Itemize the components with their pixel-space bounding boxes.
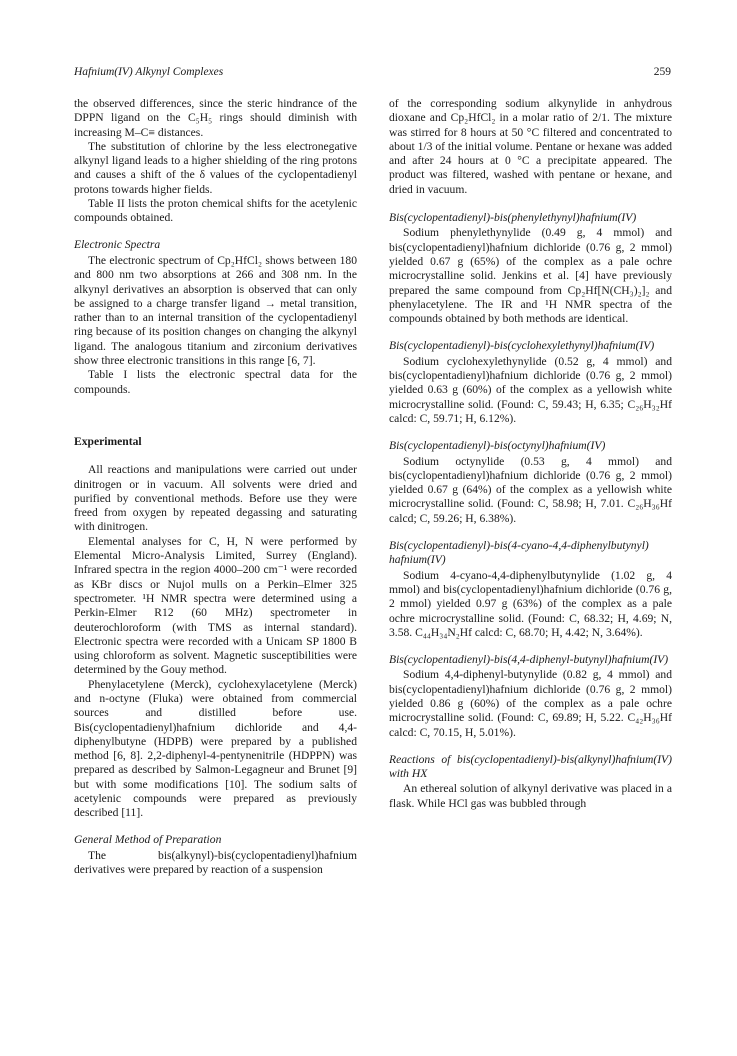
paragraph: The bis(alkynyl)-bis(cyclopentadienyl)hafnium derivatives were prepared by reaction of a suspension (74, 848, 357, 877)
paragraph: Sodium octynylide (0.53 g, 4 mmol) and bis(cyclopentadienyl)hafnium dichloride (0.76 g, 2 mmol) yielded 0.67 g (64%) of the complex as a yellowish white microcrystalline solid. (Found: C, 58.98; H, 7.01. C₂₆H₃₆Hf calcd; C, 59.26; H, 6.38%). (389, 454, 672, 525)
compound-heading: Bis(cyclopentadienyl)-bis(4-cyano-4,4-diphenylbutynyl) hafnium(IV) (389, 539, 649, 567)
paragraph: Sodium cyclohexylethynylide (0.52 g, 4 mmol) and bis(cyclopentadienyl)hafnium dichloride (0.76 g, 2 mmol) yielded 0.63 g (60%) of the complex as a yellowish white microcrystalline solid. (Found: C, 59.43; H, 6.35; C₂₆H₃₂Hf calcd: C, 59.71; H, 6.12%). (389, 354, 672, 425)
page-number: 259 (653, 66, 671, 78)
paragraph: Sodium 4,4-diphenyl-butynylide (0.82 g, 4 mmol) and bis(cyclopentadienyl)hafnium dichloride (0.76 g, 2 mmol) yielded 0.86 g (60%) of the complex as a pale ochre microcrystalline solid. (Found: C, 69.89; H, 5.22. C₄₂H₃₆Hf calcd: C, 70.15, H, 5.01%). (389, 668, 672, 739)
left-column (74, 97, 357, 878)
section-heading-experimental: Experimental (74, 434, 142, 448)
section-heading-general-method: General Method of Preparation (74, 832, 222, 846)
section-heading-electronic-spectra: Electronic Spectra (74, 237, 161, 251)
paragraph: The electronic spectrum of Cp₂HfCl₂ shows between 180 and 800 nm two absorptions at 266 and 308 nm. In the alkynyl derivatives an absorption is observed that can only be assigned to a charge transfer ligand → metal transition, rather than to an internal transition of the cyclopentadienyl ring because of its position changes on changing the alkynyl ligand. The analogous titanium and zirconium derivatives show three electronic transitions in this range [6, 7]. (74, 253, 357, 368)
compound-heading: Bis(cyclopentadienyl)-bis(cyclohexylethynyl)hafnium(IV) (389, 339, 655, 353)
page-header (74, 66, 671, 84)
compound-heading: Bis(cyclopentadienyl)-bis(octynyl)hafnium(IV) (389, 439, 606, 453)
reaction-heading: Reactions of bis(cyclopentadienyl)-bis(alkynyl)hafnium(IV) with HX (389, 752, 672, 781)
running-title: Hafnium(IV) Alkynyl Complexes (74, 66, 224, 78)
paragraph: Sodium phenylethynylide (0.49 g, 4 mmol) and bis(cyclopentadienyl)hafnium dichloride (0.76 g, 2 mmol) yielded 0.67 g (65%) of the complex as a pale ochre microcrystalline solid. Jenkins et al. [4] have previously prepared the same compound from Cp₂Hf[N(CH₃)₂]₂ and phenylacetylene. The IR and ¹H NMR spectra of the compounds obtained by both methods are identical. (389, 226, 672, 326)
paragraph: the observed differences, since the steric hindrance of the DPPN ligand on the C₅H₅ rings should diminish with increasing M–C≡ distances. (74, 97, 357, 139)
paragraph: Elemental analyses for C, H, N were performed by Elemental Micro-Analysis Limited, Surrey (England). Infrared spectra in the region 4000–200 cm⁻¹ were recorded as KBr discs or Nujol mulls on a Perkin–Elmer 325 spectrometer. ¹H NMR spectra were determined using a Perkin-Elmer R12 (60 MHz) spectrometer in deuterochloroform (with TMS as internal standard). Electronic spectra were recorded with a Unicam SP 1800 B using chloroform as solvent. Magnetic susceptibilities were determined by the Gouy method. (74, 534, 357, 677)
paragraph: The substitution of chlorine by the less electronegative alkynyl ligand leads to a higher shielding of the ring protons and causes a shift of the δ values of the cyclopentadienyl protons towards higher fields. (74, 139, 357, 196)
compound-heading: Bis(cyclopentadienyl)-bis(4,4-diphenyl-butynyl)hafnium(IV) (389, 653, 669, 667)
paragraph: of the corresponding sodium alkynylide in anhydrous dioxane and Cp₂HfCl₂ in a molar ratio of 2/1. The mixture was stirred for 8 hours at 50 °C filtered and concentrated to about 1/3 of the initial volume. Pentane or hexane was added and after 24 hours at 0 °C a precipitate appeared. The product was filtered, washed with pentane or hexane, and dried in vacuum. (389, 97, 672, 196)
paragraph: All reactions and manipulations were carried out under dinitrogen or in vacuum. All solvents were dried and purified by conventional methods. Before use they were freed from oxygen by repeated degassing and saturating with dinitrogen. (74, 463, 357, 534)
compound-heading: Bis(cyclopentadienyl)-bis(phenylethynyl)hafnium(IV) (389, 211, 637, 225)
paragraph: Sodium 4-cyano-4,4-diphenylbutynylide (1.02 g, 4 mmol) and bis(cyclopentadienyl)hafnium dichloride (0.76 g, 2 mmol) yielded 0.97 g (63%) of the complex as a pale ochre microcrystalline solid. (Found: C, 68.32; H, 4.69; N, 3.58. C₄₄H₃₄N₂Hf calcd: C, 68.70; H, 4.42; N, 3.64%). (389, 568, 672, 639)
paragraph: Table I lists the electronic spectral data for the compounds. (74, 368, 357, 396)
right-column (389, 97, 672, 811)
paragraph: An ethereal solution of alkynyl derivative was placed in a flask. While HCl gas was bubbled through (389, 782, 672, 810)
paragraph: Table II lists the proton chemical shifts for the acetylenic compounds obtained. (74, 197, 357, 225)
paragraph: Phenylacetylene (Merck), cyclohexylacetylene (Merck) and n-octyne (Fluka) were obtained from commercial sources and distilled before use. Bis(cyclopentadienyl)hafnium dichloride and 4,4-diphenylbutyne (HDPB) were prepared by a published method [6, 8]. 2,2-diphenyl-4-pentynenitrile (HDPPN) was prepared as described by Salmon-Legagneur and Brunet [9] but with some modifications [10]. The sodium salts of acetylenic compounds were prepared as previously described [11]. (74, 677, 357, 820)
